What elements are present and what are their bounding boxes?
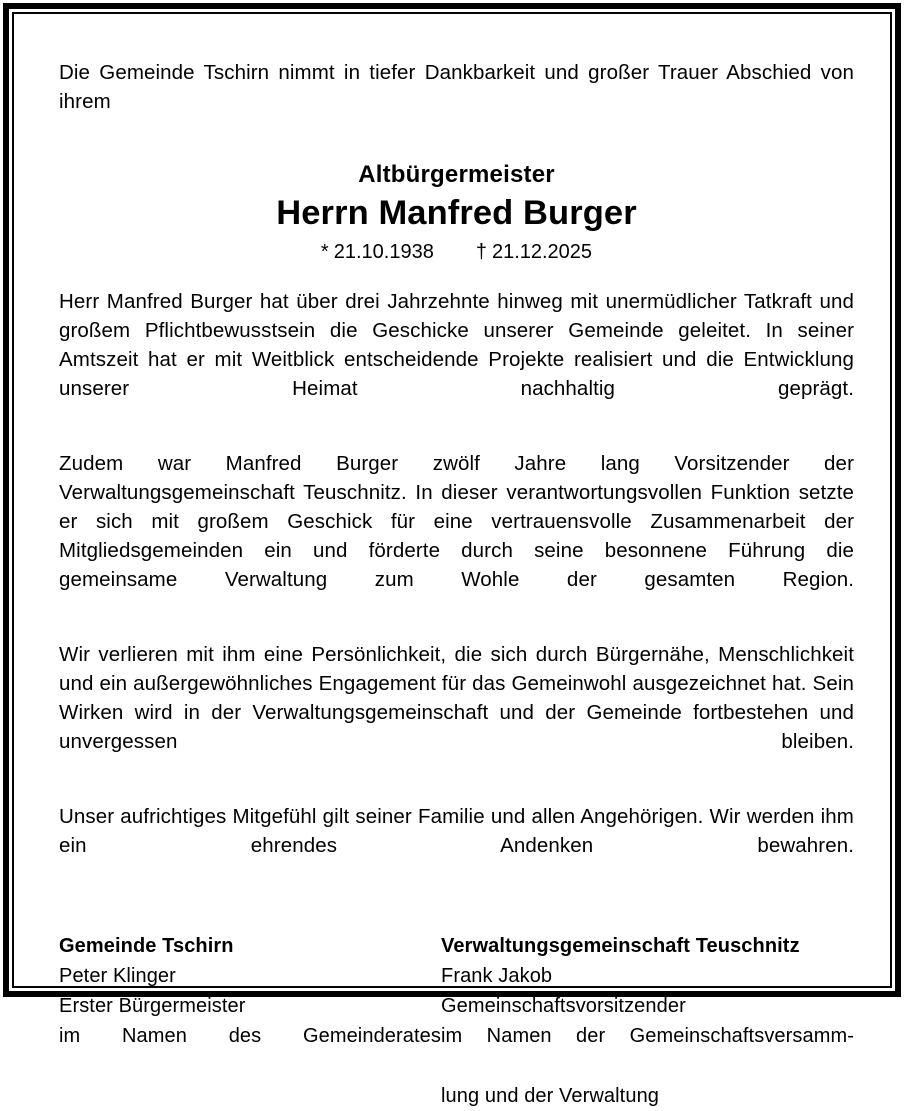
intro-text: Die Gemeinde Tschirn nimmt in tiefer Dankbarkeit und großer Trauer Abschied von ihrem: [59, 61, 854, 113]
signature-name: Frank Jakob: [441, 965, 553, 987]
signature-position: Erster Bürgermeister: [59, 995, 246, 1017]
signature-organization: Verwaltungsgemeinschaft Teuschnitz: [441, 935, 800, 957]
headline-block: [59, 160, 854, 265]
signature-position: Gemeinschaftsvorsitzender: [441, 995, 686, 1017]
notice-content: [14, 14, 890, 1107]
birth-date: [321, 241, 434, 263]
death-cross-icon: †: [475, 241, 487, 263]
signature-column-gemeinde: [59, 931, 441, 1111]
body-paragraph: Zudem war Manfred Burger zwölf Jahre lang Vorsitzender der Verwaltungsgemeinschaft Teuschnitz. In dieser verantwortungsvollen Funktion setzte er sich mit großem Geschick für eine vertrauensvolle Zusammenarbeit der Mitgliedsgemeinden ein und förderte durch seine besonnene Führung die gemeinsame Verwaltung zum Wohle der gesamten Region.: [59, 452, 854, 591]
frame-inner-border: [12, 12, 892, 1107]
birth-symbol-icon: *: [320, 241, 329, 263]
frame-outer-border: [3, 3, 901, 1107]
body-paragraph: Herr Manfred Burger hat über drei Jahrzehnte hinweg mit unermüdlicher Tatkraft und großem Pflichtbewusstsein die Geschicke unserer Gemeinde geleitet. In seiner Amtszeit hat er mit Weitblick entscheidende Projekte realisiert und die Entwicklung unserer Heimat nachhaltig geprägt.: [59, 290, 854, 400]
signature-on-behalf: lung und der Verwaltung: [441, 1085, 660, 1107]
body-paragraph: Unser aufrichtiges Mitgefühl gilt seiner Familie und allen Angehörigen. Wir werden ihm ein ehrendes Andenken bewahren.: [59, 805, 854, 857]
death-date: [476, 241, 592, 263]
signature-on-behalf: im Namen der Gemeinschaftsversamm-: [441, 1025, 854, 1047]
death-date-value: 21.12.2025: [491, 241, 593, 263]
signature-on-behalf: im Namen des Gemeinderates: [59, 1025, 441, 1047]
signature-column-verwaltungsgemeinschaft: [441, 931, 854, 1111]
body-text-block: [59, 287, 854, 889]
signature-name: Peter Klinger: [59, 965, 176, 987]
birth-date-value: 21.10.1938: [333, 241, 434, 263]
body-paragraph: Wir verlieren mit ihm eine Persönlichkeit, die sich durch Bürgernähe, Menschlichkeit und ein außergewöhnliches Engagement für das Gemeinwohl ausgezeichnet hat. Sein Wirken wird in der Verwaltungsgemeinschaft und der Gemeinde fortbestehen und unvergessen bleiben.: [59, 643, 854, 753]
signature-organization: Gemeinde Tschirn: [59, 935, 234, 957]
role-title: Altbürgermeister: [358, 161, 555, 188]
person-name: Herrn Manfred Burger: [276, 194, 637, 232]
signature-block: [59, 931, 854, 1111]
life-dates: [59, 239, 854, 265]
